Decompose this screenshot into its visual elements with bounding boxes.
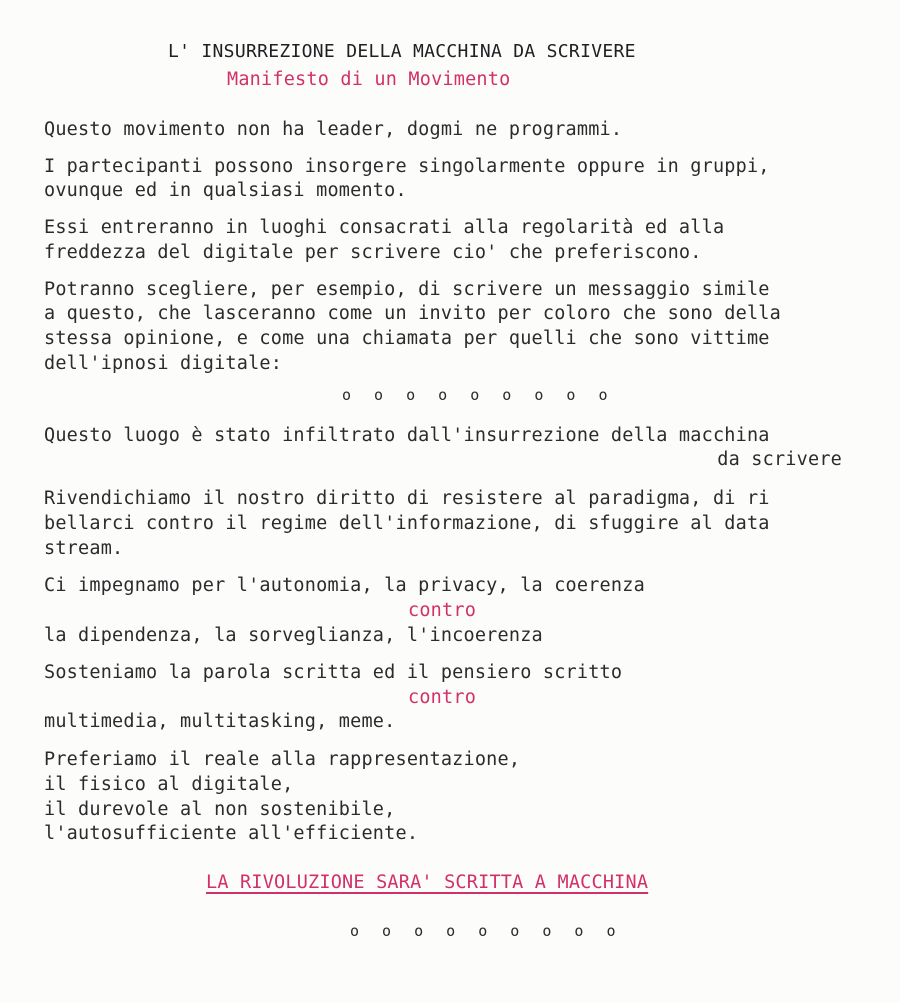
message-line: il durevole al non sostenibile, [44,799,396,820]
message-line: Ci impegnamo per l'autonomia, la privacy, la coerenza [44,575,645,596]
message-line: il fisico al digitale, [44,774,294,795]
document-subtitle: Manifesto di un Movimento [227,69,511,90]
message-line: Sosteniamo la parola scritta ed il pensiero scritto [44,662,623,683]
slogan: LA RIVOLUZIONE SARA' SCRITTA A MACCHINA [206,872,649,893]
paragraph-line: Potranno scegliere, per esempio, di scrivere un messaggio simile [44,279,770,300]
message-line: stream. [44,538,124,559]
contro-word: contro [408,600,477,621]
paragraph-line: freddezza del digitale per scrivere cio' che preferiscono. [44,242,702,263]
paragraph-line: ovunque ed in qualsiasi momento. [44,180,407,201]
message-line: Rivendichiamo il nostro diritto di resistere al paradigma, di ri [44,488,770,509]
paragraph-line: dell'ipnosi digitale: [44,353,283,374]
message-line: multimedia, multitasking, meme. [44,711,396,732]
paragraph-line: Essi entreranno in luoghi consacrati alla regolarità ed alla [44,217,725,238]
message-line: da scrivere [717,449,842,470]
separator-dots: o o o o o o o o o [342,386,615,404]
message-line: Preferiamo il reale alla rappresentazione, [44,749,521,770]
document-title: L' INSURREZIONE DELLA MACCHINA DA SCRIVERE [168,41,636,62]
separator-dots: o o o o o o o o o [350,922,623,940]
paragraph-line: stessa opinione, e come una chiamata per quelli che sono vittime [44,328,770,349]
message-line: bellarci contro il regime dell'informazione, di sfuggire al data [44,513,770,534]
message-line: la dipendenza, la sorveglianza, l'incoerenza [44,625,543,646]
message-line: l'autosufficiente all'efficiente. [44,823,419,844]
paragraph-line: Questo movimento non ha leader, dogmi ne programmi. [44,119,623,140]
contro-word: contro [408,687,477,708]
message-line: Questo luogo è stato infiltrato dall'insurrezione della macchina [44,425,770,446]
paragraph-line: a questo, che lasceranno come un invito per coloro che sono della [44,303,781,324]
paragraph-line: I partecipanti possono insorgere singolarmente oppure in gruppi, [44,156,770,177]
